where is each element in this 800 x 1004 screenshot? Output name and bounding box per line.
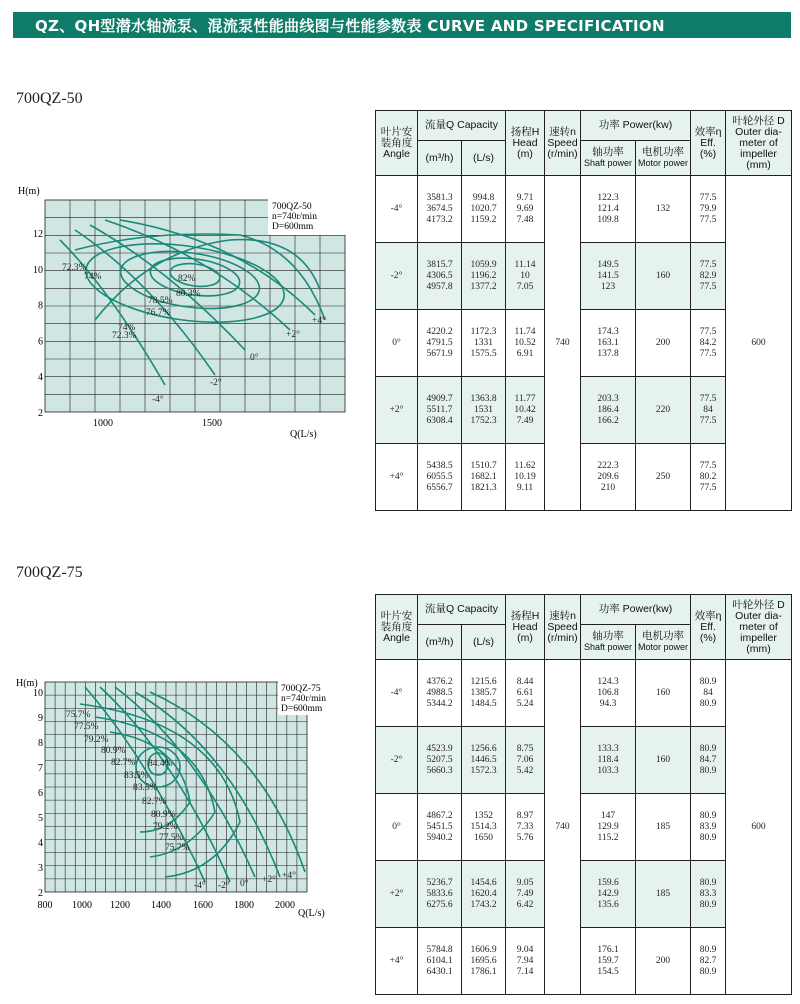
cell-angle: -4° [376,660,418,727]
angle-label: +2° [286,330,300,340]
eff-label: 75.7% [165,843,190,853]
chart-x-label: Q(L/s) [298,908,325,919]
cell-capacity-ls: 1059.9 1196.2 1377.2 [462,243,506,310]
col-impeller: 叶轮外径 D Outer dia- meter of impeller (mm) [726,111,792,176]
cell-capacity-ls: 994.8 1020.7 1159.2 [462,176,506,243]
angle-label: -4° [152,395,164,405]
page-header [13,12,791,38]
cell-capacity-ls: 1454.6 1620.4 1743.2 [462,861,506,928]
y-tick-label: 4 [38,372,43,384]
model-title-2: 700QZ-75 [16,564,83,581]
cell-capacity-m3h: 4909.7 5511.7 6308.4 [418,377,462,444]
x-tick-label: 1000 [72,900,92,911]
col-eff: 效率η Eff. (%) [691,111,726,176]
y-tick-label: 6 [38,336,43,348]
eff-label: 78.5% [148,296,173,306]
performance-chart-1 [0,180,360,445]
y-tick-label: 12 [33,229,43,240]
x-tick-label: 2000 [275,900,295,911]
y-tick-label: 8 [38,300,43,312]
eff-label: 82.7% [142,797,167,807]
cell-angle: -2° [376,727,418,794]
cell-angle: +4° [376,928,418,995]
col-angle: 叶片安 装角度 Angle [376,111,418,176]
cell-capacity-ls: 1172.3 1331 1575.5 [462,310,506,377]
cell-efficiency: 77.5 82.9 77.5 [691,243,726,310]
chart-info-model: 700QZ-75 [281,684,321,694]
cell-head: 9.05 7.49 6.42 [506,861,545,928]
spec-table-2 [375,594,792,995]
col-head: 扬程H Head (m) [506,111,545,176]
cell-shaft-power: 176.1 159.7 154.5 [581,928,636,995]
cell-capacity-m3h: 4220.2 4791.5 5671.9 [418,310,462,377]
eff-label: 79.2% [153,822,178,832]
cell-head: 9.04 7.94 7.14 [506,928,545,995]
angle-label: -4° [194,881,206,891]
col-capacity: 流量Q Capacity [418,111,506,141]
cell-capacity-ls: 1363.8 1531 1752.3 [462,377,506,444]
cell-head: 8.75 7.06 5.42 [506,727,545,794]
eff-label: 79.2% [84,735,109,745]
col-speed: 速转n Speed (r/min) [545,111,581,176]
eff-label: 72.3% [112,331,137,341]
cell-shaft-power: 203.3 186.4 166.2 [581,377,636,444]
eff-label: 77.5% [74,722,99,732]
y-tick-label: 2 [38,408,43,419]
cell-head: 11.74 10.52 6.91 [506,310,545,377]
y-tick-label: 5 [38,813,43,824]
x-tick-label: 1000 [93,418,113,429]
cell-motor-power: 220 [636,377,691,444]
cell-angle: 0° [376,794,418,861]
chart-info-diameter: D=600mm [281,704,323,714]
cell-impeller: 600 [726,660,792,995]
y-tick-label: 4 [38,838,43,849]
x-tick-label: 1800 [234,900,254,911]
cell-shaft-power: 149.5 141.5 123 [581,243,636,310]
cell-motor-power: 132 [636,176,691,243]
cell-efficiency: 77.5 79.9 77.5 [691,176,726,243]
col-power: 功率 Power(kw) [581,111,691,141]
cell-motor-power: 160 [636,660,691,727]
cell-efficiency: 80.9 83.3 80.9 [691,861,726,928]
cell-speed: 740 [545,660,581,995]
angle-label: 0° [240,879,249,889]
chart-x-label: Q(L/s) [290,429,317,440]
col-capacity-ls: (L/s) [462,141,506,176]
cell-angle: 0° [376,310,418,377]
x-tick-label: 800 [37,900,53,911]
x-tick-label: 1400 [151,900,171,911]
chart-info-speed: n=740r/min [281,694,326,704]
cell-head: 8.97 7.33 5.76 [506,794,545,861]
cell-motor-power: 200 [636,928,691,995]
cell-capacity-m3h: 5438.5 6055.5 6556.7 [418,444,462,511]
eff-label: 83.5% [133,783,158,793]
cell-capacity-m3h: 4867.2 5451.5 5940.2 [418,794,462,861]
cell-motor-power: 185 [636,861,691,928]
col-head: 扬程H Head (m) [506,595,545,660]
cell-efficiency: 80.9 84.7 80.9 [691,727,726,794]
cell-head: 9.71 9.69 7.48 [506,176,545,243]
chart-info-box [268,199,346,235]
eff-label: 74% [84,272,102,282]
y-tick-label: 10 [33,688,43,699]
y-tick-label: 2 [38,888,43,899]
cell-capacity-ls: 1215.6 1385.7 1484.5 [462,660,506,727]
angle-label: +2° [262,875,276,885]
cell-shaft-power: 222.3 209.6 210 [581,444,636,511]
cell-angle: +4° [376,444,418,511]
cell-angle: -4° [376,176,418,243]
chart-info-speed: n=740r/min [272,212,317,222]
performance-chart-2 [0,672,360,927]
cell-efficiency: 77.5 84 77.5 [691,377,726,444]
cell-head: 11.77 10.42 7.49 [506,377,545,444]
cell-angle: -2° [376,243,418,310]
cell-capacity-ls: 1352 1514.3 1650 [462,794,506,861]
col-shaft: 轴功率 Shaft power [581,141,636,176]
page-title: QZ、QH型潜水轴流泵、混流泵性能曲线图与性能参数表 CURVE AND SPECIFICATION [35,16,665,35]
cell-shaft-power: 147 129.9 115.2 [581,794,636,861]
x-tick-label: 1600 [193,900,213,911]
col-capacity-m3h: (m³/h) [418,625,462,660]
cell-angle: +2° [376,861,418,928]
eff-label: 74% [118,323,136,333]
x-tick-label: 1200 [110,900,130,911]
cell-motor-power: 160 [636,727,691,794]
cell-capacity-ls: 1606.9 1695.6 1786.1 [462,928,506,995]
cell-motor-power: 200 [636,310,691,377]
cell-capacity-m3h: 5236.7 5833.6 6275.6 [418,861,462,928]
col-angle: 叶片安 装角度 Angle [376,595,418,660]
cell-shaft-power: 174.3 163.1 137.8 [581,310,636,377]
cell-shaft-power: 133.3 118.4 103.3 [581,727,636,794]
cell-efficiency: 77.5 84.2 77.5 [691,310,726,377]
chart-y-label: H(m) [18,186,40,197]
chart-info-model: 700QZ-50 [272,202,312,212]
eff-label: 80.9% [151,810,176,820]
col-impeller: 叶轮外径 D Outer dia- meter of impeller (mm) [726,595,792,660]
y-tick-label: 7 [38,763,43,774]
col-motor: 电机功率 Motor power [636,625,691,660]
cell-head: 11.62 10.19 9.11 [506,444,545,511]
y-tick-label: 8 [38,738,43,749]
cell-shaft-power: 122.3 121.4 109.8 [581,176,636,243]
col-capacity-ls: (L/s) [462,625,506,660]
eff-label: 82% [178,274,196,284]
cell-impeller: 600 [726,176,792,511]
cell-head: 11.14 10 7.05 [506,243,545,310]
eff-label: 82.7% [111,758,136,768]
eff-label: 77.5% [159,833,184,843]
cell-motor-power: 185 [636,794,691,861]
angle-label: -2° [210,378,222,388]
col-capacity: 流量Q Capacity [418,595,506,625]
cell-efficiency: 77.5 80.2 77.5 [691,444,726,511]
y-tick-label: 9 [38,713,43,724]
eff-label: 83.5% [124,771,149,781]
eff-label: 75.7% [66,710,91,720]
cell-shaft-power: 159.6 142.9 135.6 [581,861,636,928]
cell-capacity-m3h: 4376.2 4988.5 5344.2 [418,660,462,727]
col-speed: 速转n Speed (r/min) [545,595,581,660]
col-shaft: 轴功率 Shaft power [581,625,636,660]
chart-y-label: H(m) [16,678,38,689]
y-tick-label: 10 [33,264,43,276]
cell-speed: 740 [545,176,581,511]
cell-efficiency: 80.9 83.9 80.9 [691,794,726,861]
model-title-1: 700QZ-50 [16,90,83,107]
cell-capacity-ls: 1510.7 1682.1 1821.3 [462,444,506,511]
eff-label: 80.3% [176,289,201,299]
cell-capacity-ls: 1256.6 1446.5 1572.3 [462,727,506,794]
y-tick-label: 6 [38,788,43,799]
cell-motor-power: 250 [636,444,691,511]
cell-head: 8.44 6.61 5.24 [506,660,545,727]
cell-capacity-m3h: 4523.9 5207.5 5660.3 [418,727,462,794]
col-motor: 电机功率 Motor power [636,141,691,176]
y-tick-label: 3 [38,863,43,874]
eff-label: 72.3% [62,263,87,273]
table-row [376,660,792,727]
spec-table-1 [375,110,792,511]
angle-label: +4° [312,316,326,326]
cell-capacity-m3h: 3815.7 4306.5 4957.8 [418,243,462,310]
table-row [376,176,792,243]
eff-label: 84.4% [148,759,173,769]
x-tick-label: 1500 [202,418,222,429]
cell-motor-power: 160 [636,243,691,310]
col-power: 功率 Power(kw) [581,595,691,625]
chart-info-diameter: D=600mm [272,222,314,232]
cell-capacity-m3h: 3581.3 3674.5 4173.2 [418,176,462,243]
cell-capacity-m3h: 5784.8 6104.1 6430.1 [418,928,462,995]
cell-angle: +2° [376,377,418,444]
angle-label: +4° [282,871,296,881]
col-capacity-m3h: (m³/h) [418,141,462,176]
chart-info-box [278,681,344,715]
col-eff: 效率η Eff. (%) [691,595,726,660]
eff-label: 76.7% [146,308,171,318]
cell-shaft-power: 124.3 106.8 94.3 [581,660,636,727]
cell-efficiency: 80.9 82.7 80.9 [691,928,726,995]
angle-label: 0° [250,353,259,363]
angle-label: -2° [218,881,230,891]
cell-efficiency: 80.9 84 80.9 [691,660,726,727]
eff-label: 80.9% [101,746,126,756]
